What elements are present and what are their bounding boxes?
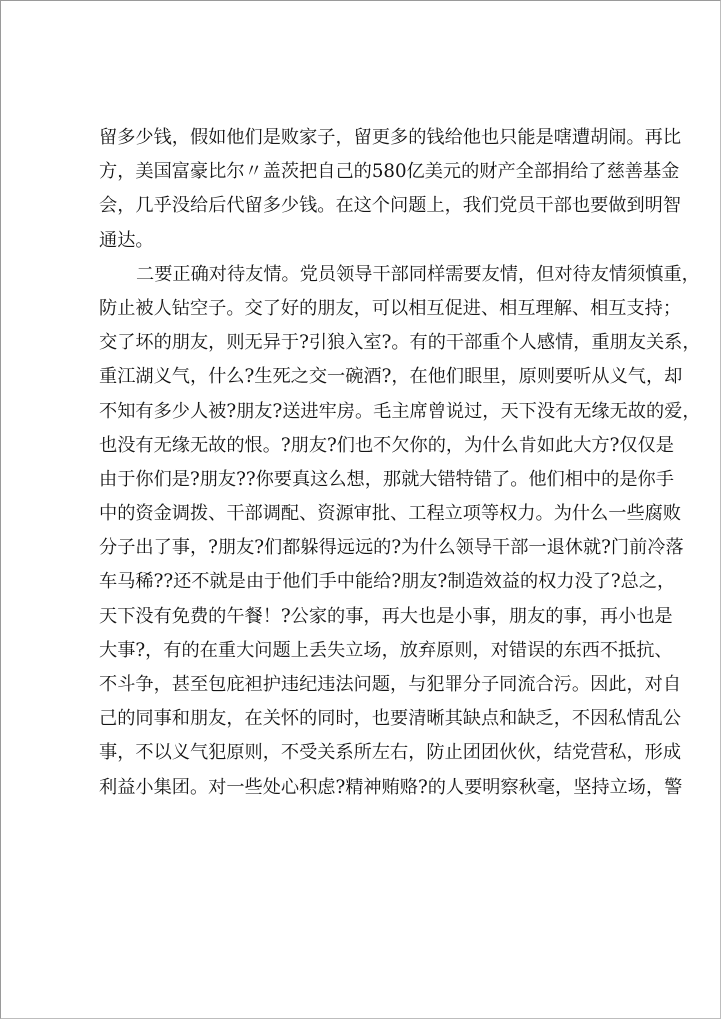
- paragraph-2: [99, 258, 701, 805]
- text-line: 不知有多少人被?朋友?送进牢房。毛主席曾说过，天下没有无缘无故的爱，: [99, 400, 701, 422]
- document-body: [99, 121, 701, 805]
- text-line: 大事?，有的在重大问题上丢失立场，放弃原则，对错误的东西不抵抗、: [99, 639, 673, 661]
- text-line: 防止被人钻空子。交了好的朋友，可以相互促进、相互理解、相互支持；: [99, 297, 682, 319]
- text-line: 车马稀??还不就是由于他们手中能给?朋友?制造效益的权力没了?总之，: [99, 571, 676, 593]
- text-line: 会，几乎没给后代留多少钱。在这个问题上，我们党员干部也要做到明智: [99, 195, 682, 217]
- text-line: 中的资金调拨、干部调配、资源审批、工程立项等权力。为什么一些腐败: [99, 503, 682, 525]
- text-line: 事，不以义气犯原则，不受关系所左右，防止团团伙伙，结党营私，形成: [99, 742, 682, 764]
- text-line: 也没有无缘无故的恨。?朋友?们也不欠你的，为什么肯如此大方?仅仅是: [99, 434, 674, 456]
- text-line: 由于你们是?朋友??你要真这么想，那就大错特错了。他们相中的是你手: [99, 468, 674, 490]
- text-line: 方，美国富豪比尔〃盖茨把自己的580亿美元的财产全部捐给了慈善基金: [99, 161, 680, 183]
- text-line: 重江湖义气，什么?生死之交一碗酒?，在他们眼里，原则要听从义气，却: [99, 366, 683, 388]
- text-line: 留多少钱，假如他们是败家子，留更多的钱给他也只能是嗐遭胡闹。再比: [99, 127, 682, 148]
- text-line: 天下没有免费的午餐！?公家的事，再大也是小事，朋友的事，再小也是: [99, 605, 673, 627]
- text-line: 利益小集团。对一些处心积虑?精神贿赂?的人要明察秋毫，坚持立场，警: [99, 776, 683, 798]
- text-line: 分子出了事，?朋友?们都躲得远远的?为什么领导干部一退休就?门前冷落: [99, 537, 684, 559]
- text-line: 不斗争，甚至包庇袒护违纪违法问题，与犯罪分子同流合污。因此，对自: [99, 674, 682, 695]
- text-line: 通达。: [99, 229, 154, 251]
- text-line: 二要正确对待友情。党员领导干部同样需要友情，但对待友情须慎重，: [136, 263, 700, 285]
- text-line: 己的同事和朋友，在关怀的同时，也要清晰其缺点和缺乏，不因私情乱公: [99, 708, 682, 730]
- paragraph-1: [99, 121, 682, 258]
- text-line: 交了坏的朋友，则无异于?引狼入室?。有的干部重个人感情，重朋友关系，: [99, 332, 701, 354]
